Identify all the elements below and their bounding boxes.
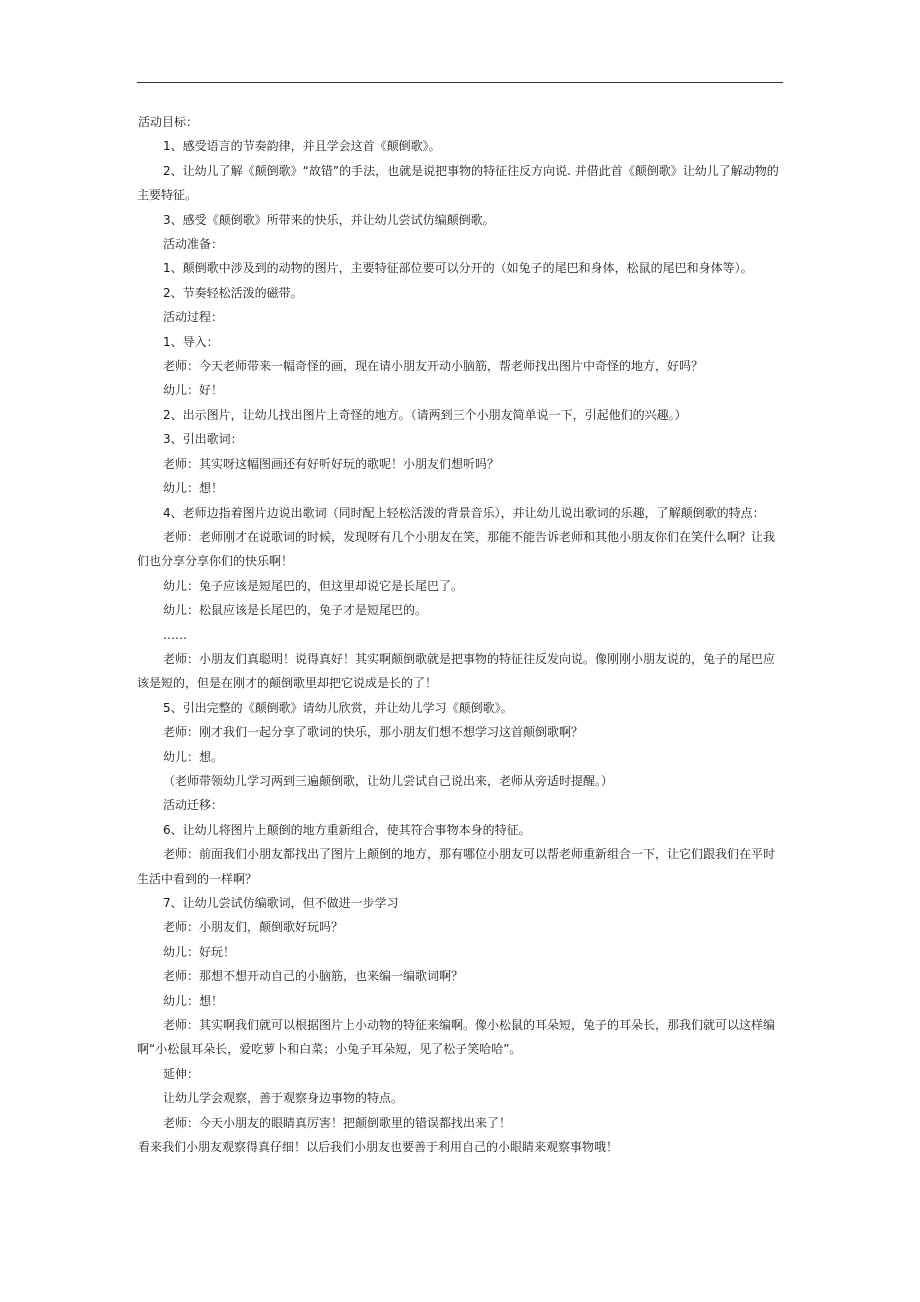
header-rule bbox=[137, 82, 783, 83]
paragraph: 活动迁移： bbox=[163, 798, 224, 813]
paragraph: 幼儿：想。 bbox=[163, 749, 224, 764]
paragraph: （老师带领幼儿学习两到三遍颠倒歌，让幼儿尝试自己说出来，老师从旁适时提醒。） bbox=[163, 773, 614, 788]
paragraph: 老师：今天小朋友的眼睛真厉害！把颠倒歌里的错误都找出来了！ bbox=[163, 1115, 512, 1130]
paragraph: 4、老师边指着图片边说出歌词（同时配上轻松活泼的背景音乐），并让幼儿说出歌词的乐趣，了解颠倒歌的特点： bbox=[163, 505, 765, 520]
paragraph: 看来我们小朋友观察得真仔细！以后我们小朋友也要善于利用自己的小眼睛来观察事物哦！ bbox=[138, 1140, 619, 1155]
paragraph: 3、引出歌词： bbox=[163, 432, 243, 447]
paragraph: 老师：其实啊我们就可以根据图片上小动物的特征来编啊。像小松鼠的耳朵短，兔子的耳朵长，那我们就可以这样编啊“小松鼠耳朵长，爱吃萝卜和白菜；小兔子耳朵短，见了松子笑哈哈”。 bbox=[137, 1018, 776, 1057]
paragraph: 延伸： bbox=[163, 1066, 200, 1081]
paragraph: 老师：今天老师带来一幅奇怪的画，现在请小朋友开动小脑筋，帮老师找出图片中奇怪的地方，好吗？ bbox=[163, 359, 704, 374]
paragraph: 1、感受语言的节奏韵律，并且学会这首《颠倒歌》。 bbox=[163, 139, 441, 154]
paragraph: 幼儿：想！ bbox=[163, 481, 224, 496]
paragraph: 幼儿：兔子应该是短尾巴的，但这里却说它是长尾巴了。 bbox=[163, 578, 464, 593]
paragraph: 活动目标： bbox=[138, 115, 199, 129]
paragraph: 7、让幼儿尝试仿编歌词，但不做进一步学习 bbox=[163, 896, 399, 910]
paragraph: …… bbox=[163, 627, 187, 642]
paragraph: 幼儿：松鼠应该是长尾巴的，兔子才是短尾巴的。 bbox=[163, 603, 428, 618]
paragraph: 3、感受《颠倒歌》所带来的快乐，并让幼儿尝试仿编颠倒歌。 bbox=[163, 212, 495, 227]
paragraph: 老师：那想不想开动自己的小脑筋，也来编一编歌词啊？ bbox=[163, 969, 464, 984]
paragraph: 老师：老师刚才在说歌词的时候，发现呀有几个小朋友在笑，那能不能告诉老师和其他小朋友你们在笑什么啊？让我们也分享分享你们的快乐啊！ bbox=[137, 529, 776, 569]
paragraph: 活动过程： bbox=[163, 310, 224, 325]
paragraph: 2、让幼儿了解《颠倒歌》“故错”的手法，也就是说把事物的特征往反方向说. 并借此首《颠倒歌》让幼儿了解动物的主要特征。 bbox=[137, 163, 779, 203]
paragraph: 老师：前面我们小朋友都找出了图片上颠倒的地方，那有哪位小朋友可以帮老师重新组合一下，让它们跟我们在平时生活中看到的一样啊？ bbox=[137, 847, 776, 886]
paragraph: 1、颠倒歌中涉及到的动物的图片，主要特征部位要可以分开的（如兔子的尾巴和身体，松鼠的尾巴和身体等）。 bbox=[163, 261, 753, 276]
paragraph: 老师：小朋友们真聪明！说得真好！其实啊颠倒歌就是把事物的特征往反发向说。像刚刚小朋友说的，兔子的尾巴应该是短的，但是在刚才的颠倒歌里却把它说成是长的了！ bbox=[137, 651, 776, 691]
paragraph: 5、引出完整的《颠倒歌》请幼儿欣赏，并让幼儿学习《颠倒歌》。 bbox=[163, 700, 513, 715]
paragraph: 2、出示图片，让幼儿找出图片上奇怪的地方。（请两到三个小朋友简单说一下，引起他们的兴趣。） bbox=[163, 407, 687, 422]
document-body bbox=[137, 110, 783, 1159]
paragraph: 幼儿：好！ bbox=[163, 383, 224, 398]
paragraph: 老师：其实呀这幅图画还有好听好玩的歌呢！小朋友们想听吗？ bbox=[163, 456, 500, 471]
paragraph: 活动准备： bbox=[163, 237, 224, 252]
paragraph: 让幼儿学会观察，善于观察身边事物的特点。 bbox=[163, 1091, 404, 1106]
paragraph: 2、节奏轻松活泼的磁带。 bbox=[163, 285, 303, 300]
paragraph: 1、导入： bbox=[163, 334, 219, 349]
paragraph: 老师：小朋友们，颠倒歌好玩吗？ bbox=[163, 920, 344, 935]
paragraph: 幼儿：好玩！ bbox=[163, 944, 236, 959]
paragraph: 幼儿：想！ bbox=[163, 993, 224, 1008]
paragraph: 老师：刚才我们一起分享了歌词的快乐，那小朋友们想不想学习这首颠倒歌啊？ bbox=[163, 725, 584, 740]
paragraph: 6、让幼儿将图片上颠倒的地方重新组合，使其符合事物本身的特征。 bbox=[163, 822, 531, 837]
